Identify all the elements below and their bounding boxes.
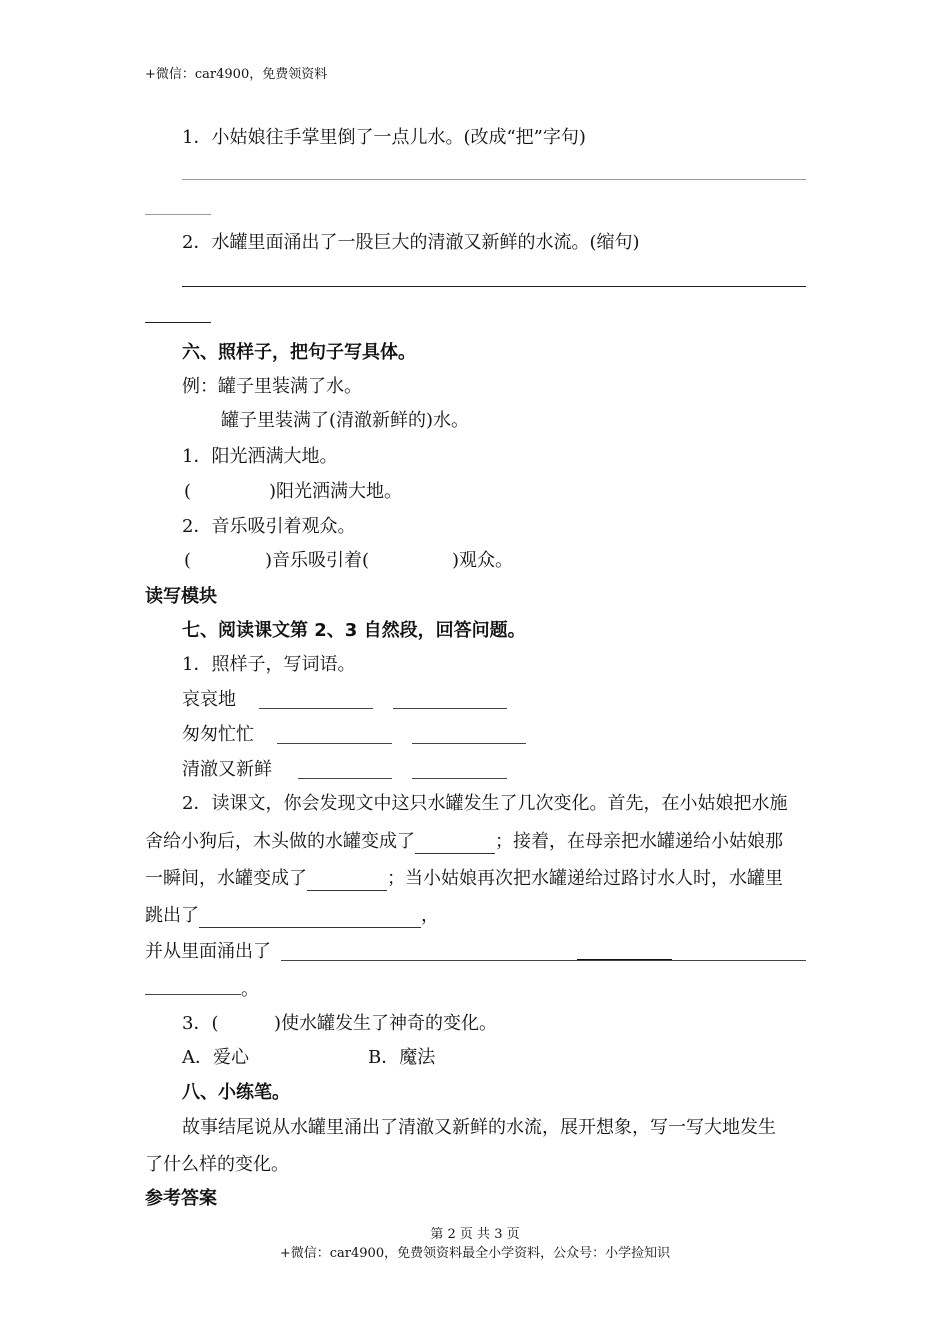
word-blank	[259, 708, 373, 709]
fill-sentence-1: )阳光洒满大地。	[269, 481, 403, 502]
question-7-3-open: 3．(	[182, 1013, 219, 1034]
question-7-2-line-3	[145, 867, 783, 891]
answer-line-overlap	[577, 959, 672, 960]
bracket-open: (	[184, 550, 192, 571]
text: ，	[421, 905, 439, 926]
footer-note: +微信：car4900，免费领资料最全小学资料，公众号：小学捡知识	[279, 1246, 671, 1261]
word-blank	[277, 743, 392, 744]
answer-line	[145, 994, 241, 995]
word-blank	[412, 778, 507, 779]
question-6-1: 1．阳光洒满大地。	[182, 446, 338, 467]
fill-sentence-2: )音乐吸引着(	[265, 550, 370, 571]
fill-blank	[307, 872, 387, 891]
example-line-2: 罐子里装满了(清澈新鲜的)水。	[221, 410, 470, 431]
text: 舍给小狗后，木头做的水罐变成了	[145, 831, 415, 852]
answer-line	[145, 322, 211, 323]
word-blank	[393, 708, 507, 709]
text: 2	[447, 1227, 456, 1242]
text: ；接着，在母亲把水罐递给小姑娘那	[495, 831, 783, 852]
bracket-open: (	[184, 481, 192, 502]
answers-title: 参考答案	[145, 1188, 217, 1209]
writing-prompt-line-1: 故事结尾说从水罐里涌出了清澈又新鲜的水流，展开想象，写一写大地发生	[182, 1117, 776, 1138]
fill-sentence-2-end: )观众。	[452, 550, 514, 571]
question-7-2-line-2	[145, 830, 783, 854]
word-example-2: 匆匆忙忙	[182, 724, 254, 745]
section-6-title: 六、照样子，把句子写具体。	[182, 342, 416, 363]
text: 第	[430, 1227, 448, 1242]
period: 。	[241, 979, 259, 1000]
question-6-2: 2．音乐吸引着观众。	[182, 516, 356, 537]
page-number	[0, 1226, 950, 1244]
answer-line	[182, 179, 806, 180]
question-5-1: 1．小姑娘往手掌里倒了一点儿水。(改成“把”字句)	[182, 127, 586, 148]
module-title: 读写模块	[145, 586, 217, 607]
option-a: A．爱心	[182, 1047, 249, 1068]
section-8-title: 八、小练笔。	[182, 1082, 290, 1103]
question-7-3: )使水罐发生了神奇的变化。	[274, 1013, 498, 1034]
answer-line	[281, 960, 806, 961]
fill-blank	[199, 909, 421, 928]
question-5-2: 2．水罐里面涌出了一股巨大的清澈又新鲜的水流。(缩句)	[182, 232, 640, 253]
answer-line	[182, 286, 806, 287]
word-example-1: 哀哀地	[182, 689, 236, 710]
example-line-1: 例：罐子里装满了水。	[182, 376, 362, 397]
word-example-3: 清澈又新鲜	[182, 759, 272, 780]
text: 3	[494, 1227, 503, 1242]
question-7-2-line-5: 并从里面涌出了	[145, 941, 271, 962]
text: 跳出了	[145, 905, 199, 926]
header-note: +微信：car4900，免费领资料	[145, 67, 328, 82]
fill-blank	[415, 835, 495, 854]
writing-prompt-line-2: 了什么样的变化。	[145, 1154, 289, 1175]
word-blank	[412, 743, 526, 744]
question-7-2-line-4	[145, 904, 439, 928]
section-7-title: 七、阅读课文第 2、3 自然段，回答问题。	[182, 620, 526, 641]
text: ；当小姑娘再次把水罐递给过路讨水人时，水罐里	[387, 868, 783, 889]
question-7-1: 1．照样子，写词语。	[182, 654, 356, 675]
text: 一瞬间，水罐变成了	[145, 868, 307, 889]
word-blank	[298, 778, 392, 779]
text: 页	[502, 1227, 520, 1242]
option-b: B．魔法	[368, 1047, 436, 1068]
text: 页 共	[455, 1227, 495, 1242]
question-7-2-line-1: 2．读课文，你会发现文中这只水罐发生了几次变化。首先，在小姑娘把水施	[182, 793, 788, 814]
answer-line	[145, 214, 211, 215]
